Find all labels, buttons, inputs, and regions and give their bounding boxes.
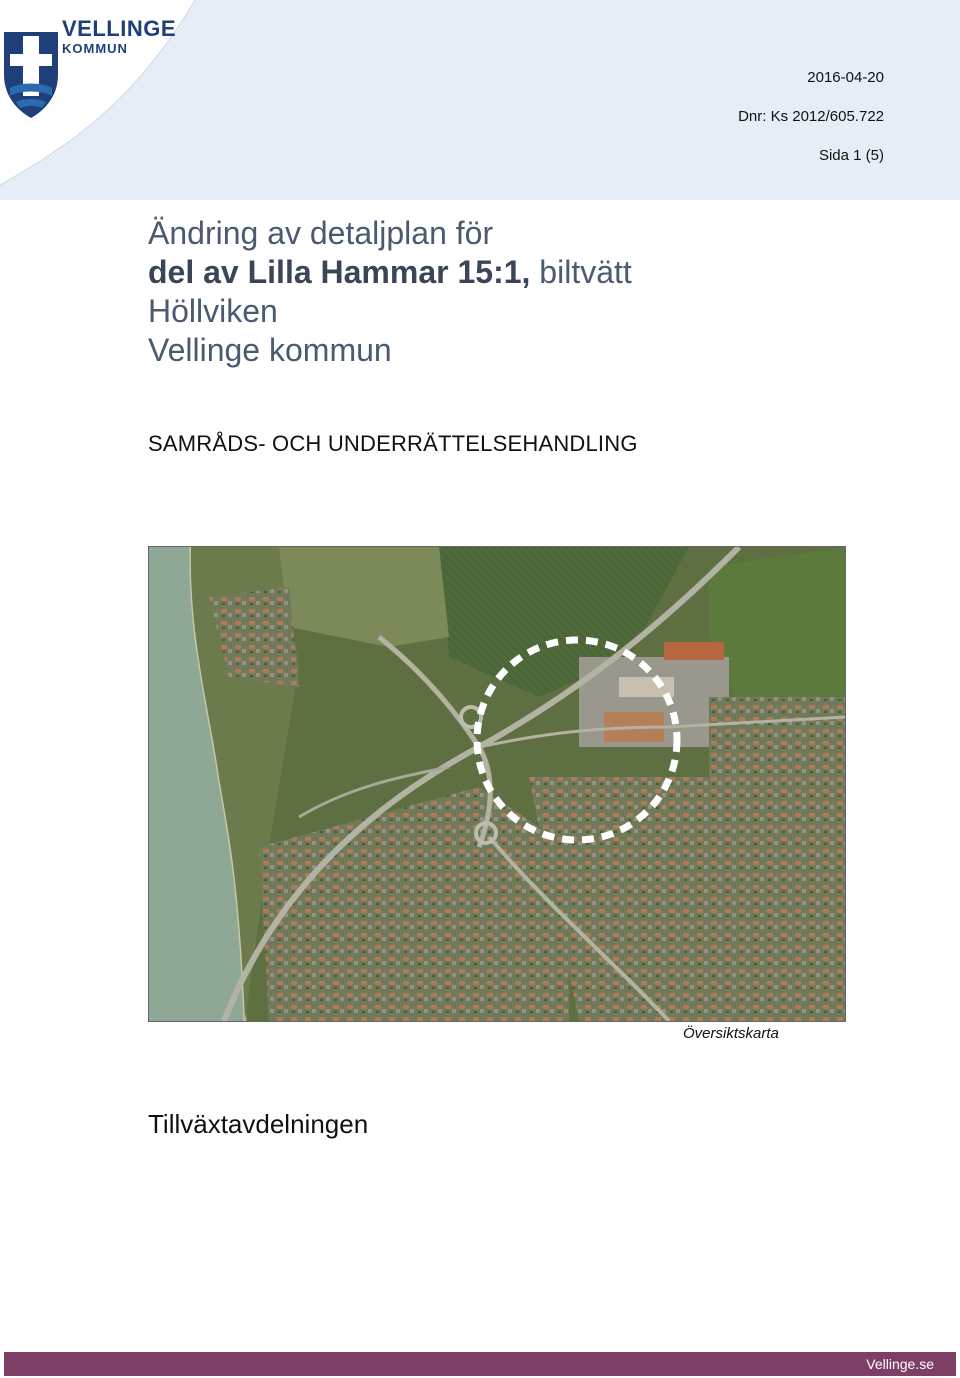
- footer-website-link[interactable]: Vellinge.se: [866, 1356, 934, 1372]
- footer-bar: [4, 1352, 956, 1376]
- title-line-1: Ändring av detaljplan för: [148, 215, 494, 251]
- title-property-bold: del av Lilla Hammar 15:1,: [148, 254, 531, 290]
- title-line-3: Höllviken: [148, 293, 278, 329]
- title-property-rest: biltvätt: [530, 254, 632, 290]
- vellinge-logo: [0, 8, 177, 108]
- title-line-4: Vellinge kommun: [148, 332, 392, 368]
- overview-map: [148, 546, 846, 1022]
- page-number: Sida 1 (5): [818, 147, 884, 164]
- department-name: Tillväxtavdelningen: [148, 1109, 369, 1139]
- logo-subtitle: KOMMUN: [62, 41, 128, 56]
- aerial-photo: [149, 547, 845, 1021]
- document-type: SAMRÅDS- OCH UNDERRÄTTELSEHANDLING: [148, 431, 638, 456]
- document-title: [148, 214, 632, 370]
- logo-wordmark: VELLINGE: [62, 16, 177, 41]
- document-reference: Dnr: Ks 2012/605.722: [738, 108, 884, 125]
- map-caption: Översiktskarta: [683, 1025, 779, 1042]
- title-line-2: [148, 253, 632, 292]
- document-date: 2016-04-20: [807, 69, 884, 86]
- coat-of-arms-icon: [2, 30, 62, 122]
